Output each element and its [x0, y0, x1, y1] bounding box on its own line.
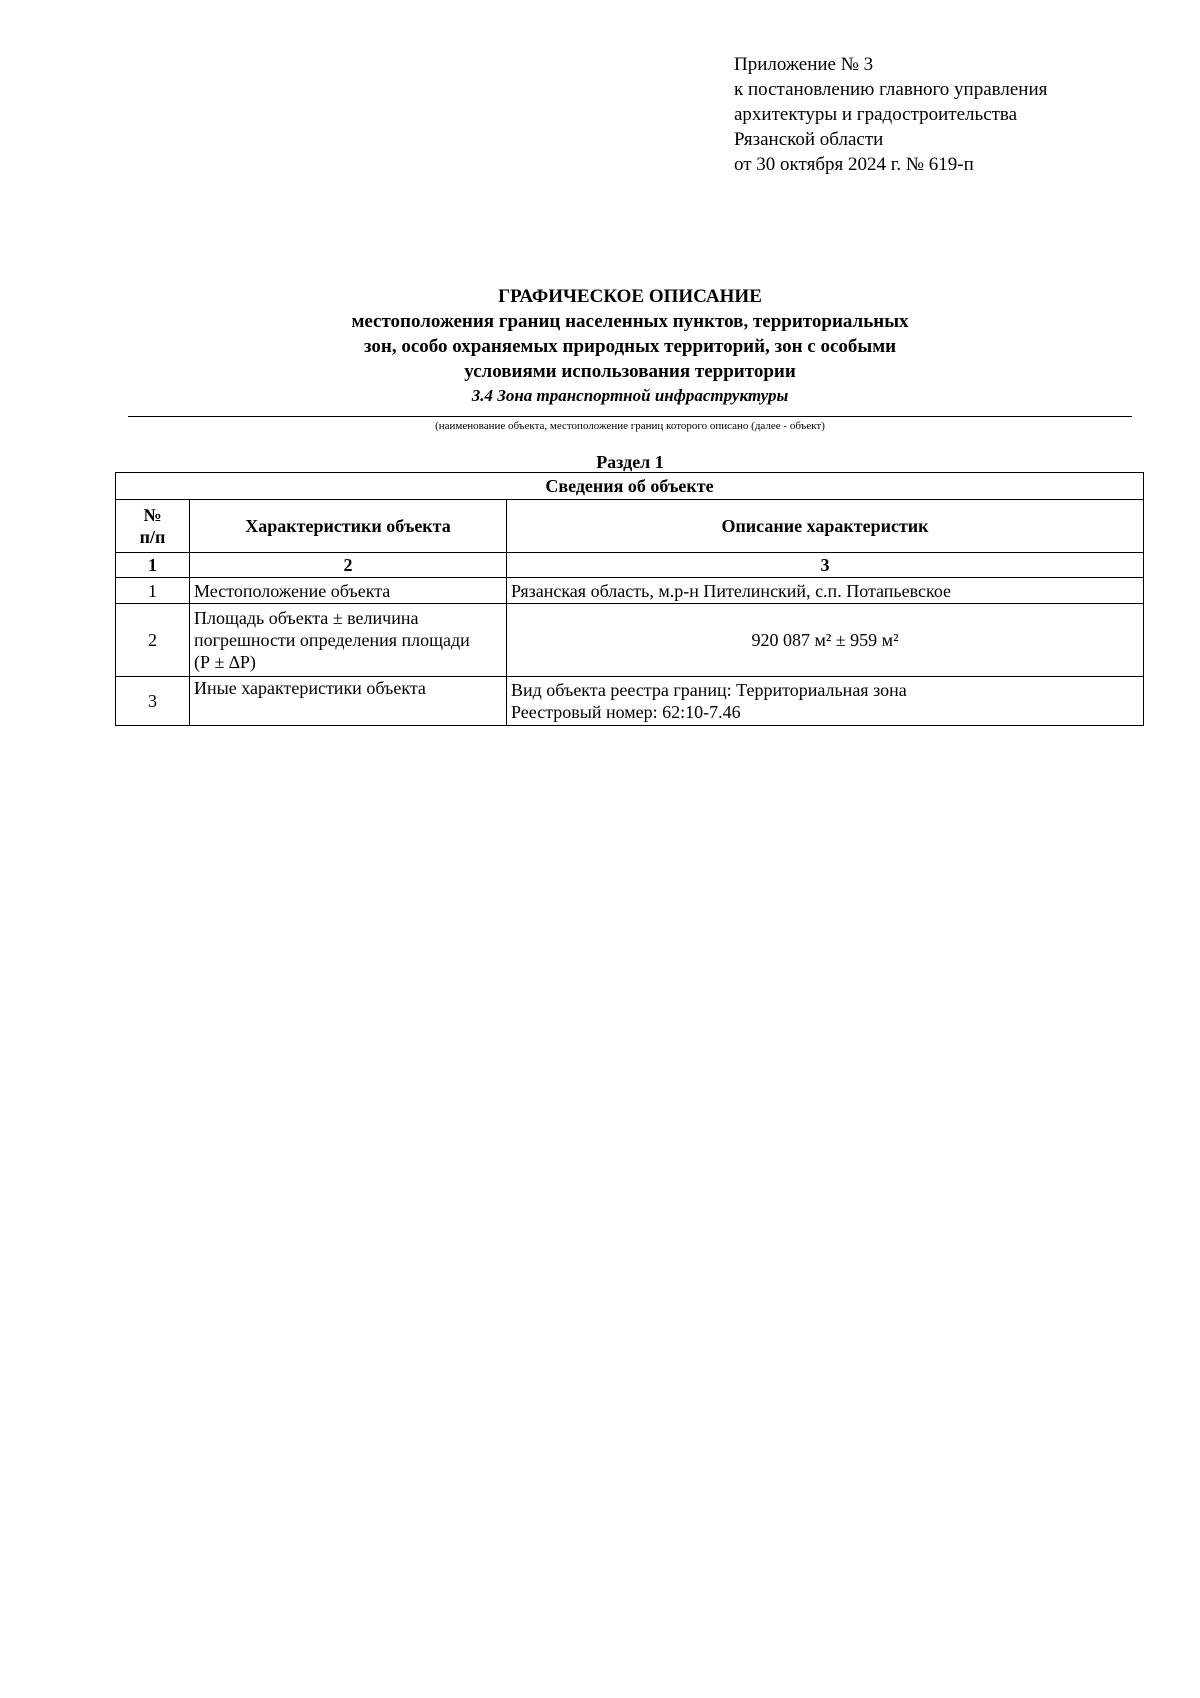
appendix-line: Рязанской области — [734, 129, 884, 150]
row-characteristic — [190, 578, 507, 604]
section-title: Раздел 1 — [596, 452, 664, 472]
column-number: 2 — [190, 553, 507, 578]
header-num-line: п/п — [139, 527, 166, 547]
description-line: 920 087 м² ± 959 м² — [751, 630, 899, 650]
appendix-block — [734, 52, 1047, 177]
table-caption: Сведения об объекте — [116, 473, 1144, 500]
description-line: Вид объекта реестра границ: Территориальная зона — [511, 680, 907, 700]
appendix-line: от 30 октября 2024 г. № 619-п — [734, 154, 974, 175]
appendix-line: архитектуры и градостроительства — [734, 104, 1018, 125]
characteristic-line: Площадь объекта ± величина — [194, 608, 419, 628]
row-number: 3 — [116, 677, 190, 726]
document-subtitle-line: условиями использования территории — [464, 361, 796, 382]
characteristic-line: Иные характеристики объекта — [194, 678, 426, 698]
characteristic-line: Местоположение объекта — [194, 580, 391, 601]
table-row — [116, 578, 1144, 604]
column-number: 1 — [116, 553, 190, 578]
header-description: Описание характеристик — [507, 500, 1144, 553]
row-description — [507, 604, 1144, 677]
document-title-block — [120, 284, 1140, 408]
object-name: 3.4 Зона транспортной инфраструктуры — [471, 386, 789, 405]
column-number: 3 — [507, 553, 1144, 578]
object-name-underline — [128, 416, 1132, 417]
row-number: 1 — [116, 578, 190, 604]
row-number: 2 — [116, 604, 190, 677]
row-characteristic — [190, 604, 507, 677]
header-num — [116, 500, 190, 553]
document-subtitle-line: местоположения границ населенных пунктов, территориальных — [351, 311, 909, 332]
table-row — [116, 677, 1144, 726]
table-caption-row — [116, 473, 1144, 500]
table-header-row — [116, 500, 1144, 553]
appendix-line: к постановлению главного управления — [734, 79, 1048, 100]
object-name-caption: (наименование объекта, местоположение границ которого описано (далее - объект) — [435, 420, 825, 432]
description-line: Реестровый номер: 62:10-7.46 — [511, 702, 741, 722]
row-description — [507, 578, 1144, 604]
row-description — [507, 677, 1144, 726]
object-info-table — [115, 472, 1144, 726]
document-subtitle-line: зон, особо охраняемых природных территорий, зон с особыми — [363, 336, 897, 357]
characteristic-line: (Р ± ∆Р) — [194, 652, 256, 672]
characteristic-line: погрешности определения площади — [194, 630, 470, 650]
description-line: Рязанская область, м.р-н Пителинский, с.п. Потапьевское — [511, 580, 952, 601]
table-row — [116, 604, 1144, 677]
header-num-line: № — [143, 505, 162, 525]
row-characteristic — [190, 677, 507, 726]
document-title: ГРАФИЧЕСКОЕ ОПИСАНИЕ — [498, 286, 762, 307]
column-number-row — [116, 553, 1144, 578]
header-characteristic: Характеристики объекта — [190, 500, 507, 553]
appendix-line: Приложение № 3 — [734, 54, 874, 75]
